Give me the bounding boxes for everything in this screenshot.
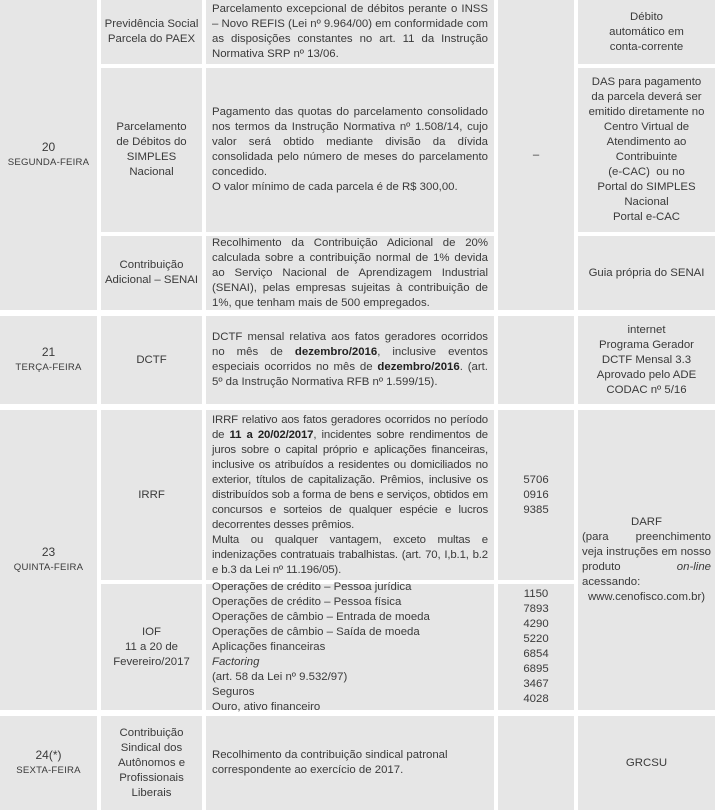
description-fines: Multa ou qualquer vantagem, exceto multas e indenizações contratuais trabalhistas. (art. 70, I,b.1, b.2 e b.3 da Lei nº 11.196/05). (212, 533, 488, 576)
code-dash: – (532, 148, 540, 161)
tax-name: Parcela do PAEX (107, 33, 196, 45)
desc-cell-sindical (206, 716, 494, 810)
form-cell-simples (578, 68, 715, 232)
darf-code: 6854 (523, 648, 549, 660)
tax-name: de Débitos do (116, 136, 187, 148)
form-line: Centro Virtual de (603, 121, 690, 133)
code-cell-irrf (498, 410, 574, 580)
date-number: 23 (41, 545, 56, 559)
desc-cell-simples (206, 68, 494, 232)
tax-name: Nacional (129, 166, 174, 178)
operation-item: Operações de crédito – Pessoa jurídica (212, 580, 412, 593)
form-line: Nacional (624, 196, 669, 208)
form-cell-darf (578, 410, 715, 710)
form-line: Atendimento ao (606, 136, 687, 148)
form-line: internet (627, 323, 666, 336)
code-cell-iof (498, 584, 574, 710)
tax-cell-dctf (101, 316, 202, 404)
form-instructions: (para preenchimento veja instruções em nosso produto on-line acessando: www.cenofisco.com.br) (582, 531, 711, 603)
form-line: Portal e-CAC (612, 211, 681, 223)
tax-cell-iof (101, 584, 202, 710)
form-line: Guia própria do SENAI (588, 266, 705, 279)
date-number: 21 (41, 345, 56, 359)
form-line: CODAC nº 5/16 (606, 383, 687, 396)
form-line: (e-CAC) ou no (608, 166, 685, 178)
description: Recolhimento da Contribuição Adicional de 20% calculada sobre a contribuição normal de 1% devida ao Serviço Nacional de Aprendizagem Industrial (SENAI), pelas empresas sujeitas à contribuição de 1%, que tenham mais de 500 empregados. (212, 236, 488, 309)
form-cell-paex (578, 0, 715, 64)
date-number: 20 (41, 140, 56, 154)
darf-code: 6895 (523, 663, 549, 675)
description: Recolhimento da contribuição sindical patronal correspondente ao exercício de 2017. (212, 749, 448, 776)
tax-name: DCTF (136, 353, 167, 366)
weekday: SEGUNDA-FEIRA (7, 157, 90, 168)
form-line: DAS para pagamento (591, 76, 702, 88)
operation-item: Operações de crédito – Pessoa física (212, 595, 402, 608)
desc-cell-iof (206, 580, 494, 713)
date-cell-23 (0, 410, 97, 710)
code-cell-24 (498, 716, 574, 810)
operation-item: Operações de câmbio – Entrada de moeda (212, 610, 430, 623)
operation-item: Operações de câmbio – Saída de moeda (212, 625, 420, 638)
tax-name: Sindical dos (120, 741, 183, 754)
desc-cell-paex (206, 0, 494, 64)
weekday: TERÇA-FEIRA (15, 362, 82, 373)
darf-code: 3467 (523, 678, 549, 690)
form-cell-sindical (578, 716, 715, 810)
darf-code: 5706 (523, 473, 549, 486)
tax-name: Autônomos e (117, 756, 186, 769)
operation-item: Ouro, ativo financeiro (212, 700, 321, 713)
tax-cell-simples (101, 68, 202, 232)
tax-period: Fevereiro/2017 (113, 655, 190, 668)
desc-cell-senai (206, 236, 494, 310)
form-line: Débito (630, 10, 663, 23)
form-line: Programa Gerador (599, 338, 694, 351)
date-cell-24 (0, 716, 97, 810)
darf-code: 1150 (523, 588, 549, 600)
darf-code: 7893 (523, 603, 549, 615)
tax-name: IOF (142, 625, 161, 638)
form-line: automático em (609, 25, 684, 38)
weekday: SEXTA-FEIRA (16, 765, 81, 776)
description: Parcelamento excepcional de débitos perante o INSS – Novo REFIS (Lei nº 9.964/00) em conformidade com as disposições constantes no art. 11 da Instrução Normativa SRP nº 13/06. (212, 3, 488, 60)
desc-cell-irrf (206, 410, 494, 580)
tax-cell-sindical (101, 716, 202, 810)
form-line: DCTF Mensal 3.3 (601, 353, 692, 366)
description-min-value: O valor mínimo de cada parcela é de R$ 300,00. (212, 181, 458, 193)
form-line: Contribuinte (615, 151, 678, 163)
form-line: emitido diretamente no (588, 106, 705, 118)
form-line: Aprovado pelo ADE (596, 368, 697, 381)
code-cell-21 (498, 316, 574, 404)
tax-name: IRRF (138, 488, 165, 501)
form-line: GRCSU (625, 756, 668, 769)
darf-code: 0916 (523, 488, 549, 501)
darf-code: 5220 (523, 633, 549, 645)
operation-item-factoring: Factoring (art. 58 da Lei nº 9.532/97) (212, 655, 348, 683)
tax-name: Adicional – SENAI (104, 274, 199, 286)
form-line: Portal do SIMPLES (597, 181, 696, 193)
desc-cell-dctf (206, 316, 494, 404)
darf-code: 9385 (523, 503, 549, 516)
tax-name: Parcelamento (116, 121, 187, 133)
form-line: da parcela deverá ser (591, 91, 702, 103)
date-number: 24(*) (35, 748, 62, 762)
operation-item: Seguros (212, 685, 255, 698)
tax-cell-senai (101, 236, 202, 310)
form-line: conta-corrente (609, 40, 684, 53)
description: Pagamento das quotas do parcelamento consolidado nos termos da Instrução Normativa nº 1.508/14, cujo valor será obtido mediante divisão da dívida consolidada pelo número de meses do parcelamento concedido. (212, 106, 488, 178)
tax-name: Profissionais (119, 771, 184, 784)
darf-code: 4290 (523, 618, 549, 630)
tax-name: Contribuição (119, 259, 184, 271)
form-cell-senai (578, 236, 715, 310)
date-cell-21 (0, 316, 97, 404)
date-cell-20 (0, 0, 97, 310)
tax-name: Liberais (131, 786, 172, 799)
darf-code: 4028 (523, 693, 549, 705)
operation-item: Aplicações financeiras (212, 640, 326, 653)
tax-name: SIMPLES (126, 151, 177, 163)
description: IRRF relativo aos fatos geradores ocorridos no período de 11 a 20/02/2017, incidentes sobre rendimentos de juros sobre o capital próprio e aplicações financeiras, inclusive os atribuídos a residentes ou domiciliados no exterior, títulos de capitalização. Prêmios, inclusive os distribuídos sob a forma de bens e serviços, obtidos em concursos e sorteios de qualquer espécie e lucros decorrentes desses prêmios. (212, 413, 488, 531)
description: DCTF mensal relativa aos fatos geradores ocorridos no mês de dezembro/2016, inclusive eventos especiais ocorridos no mês de dezembro/2016. (art. 5º da Instrução Normativa RFB nº 1.599/15). (212, 331, 488, 388)
tax-name: Previdência Social (104, 18, 199, 30)
tax-name: Contribuição (119, 726, 184, 739)
tax-cell-paex (101, 0, 202, 64)
form-cell-dctf (578, 316, 715, 404)
tax-period: 11 a 20 de (125, 640, 178, 653)
weekday: QUINTA-FEIRA (13, 562, 84, 573)
code-cell-20 (498, 0, 574, 310)
form-line: DARF (630, 516, 662, 528)
tax-cell-irrf (101, 410, 202, 580)
